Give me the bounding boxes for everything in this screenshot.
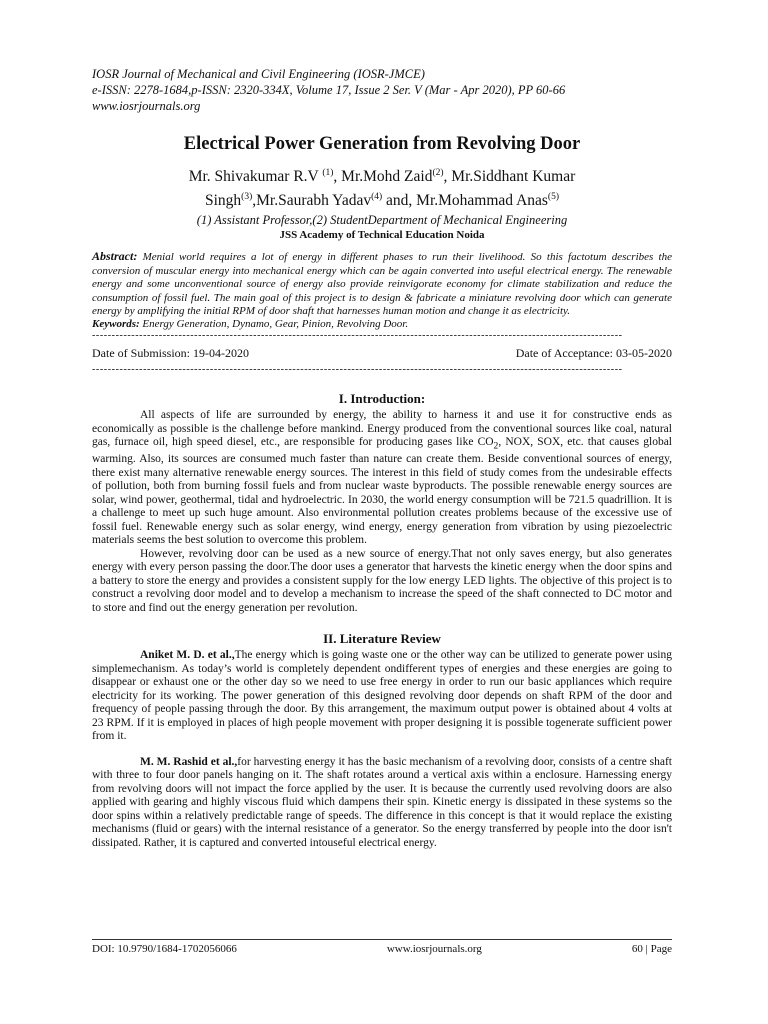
keywords-label: Keywords: — [92, 318, 140, 331]
literature-paragraph-1 — [92, 649, 672, 744]
intro-paragraph-1 — [92, 409, 672, 547]
lit-text-1: The energy which is going waste one or the other way can be utilized to generate power using simplemechanism. As today’s world is completely dependent ondifferent types of energies and these energies are going to disappear or exhaust one or the other day so we need to use free energy in order to run our basic appliances which require electricity for its working. The power generation of this designed revolving door depends on shaft RPM of the door and frequency of people passing through the door. By this arrangement, the maximum output power is obtained about 4 volts at 23 RPM. If it is employed in places of high people movement with proper designing it is possible togenerate sufficient power from it. — [92, 649, 673, 743]
author-5-ref: (5) — [547, 192, 559, 203]
author-3-ref: (3) — [241, 192, 253, 203]
footer-website[interactable]: www.iosrjournals.org — [386, 943, 482, 955]
intro-text-b: , NOX, SOX, etc. that causes global warming. Also, its sources are consumed much faster than nature can create them. Beside conventional sources of energy, there exist many alternative renewable energy sources. The interest in this field of study comes from the undesirable effects of pollution, both from burning fossil fuels and from nuclear waste byproducts. The possible renewable energy sources are solar, wind power, geothermal, tidal and hydroelectric. In 2030, the world energy consumption will be 721.5 quadrillion. It is a challenge to meet up such huge amount. Also environmental pollution creates problems because of the excessive use of fossil fuel. Renewable energy such as solar energy, wind energy, energy generation from vibration by using piezoelectric materials seems the best solution to overcome this problem. — [92, 436, 672, 547]
affiliation: (1) Assistant Professor,(2) StudentDepartment of Mechanical Engineering — [196, 213, 568, 228]
footer-rule — [92, 939, 672, 940]
lit-text-2: for harvesting energy it has the basic mechanism of a revolving door, consists of a centre shaft with three to four door panels hanging on it. The shaft rotates around a vertical axis within a enclosure. Harnessing energy from revolving doors will not impact the force applied by the user. It is because the currently used revolving doors are also applied with gearing and highly viscous fluid which dampens their spin. Kinetic energy is dissipated in these systems so the door spins within a relatively predictable range of speeds. The difference in this concept is that it would replace the existing mechanisms (fluid or gears) with the internal resistance of a generator. So the energy transferred by people into the door isn't dissipated. Rather, it is captured and converted intouseful electrical energy. — [92, 755, 672, 849]
authors-line-1 — [92, 163, 672, 187]
author-1: Mr. Shivakumar R.V — [188, 168, 323, 186]
abstract-label: Abstract: — [92, 249, 138, 264]
footer-row — [92, 943, 672, 955]
author-3-cont: Singh — [204, 192, 242, 210]
abstract — [92, 250, 672, 318]
author-4-ref: (4) — [371, 192, 383, 203]
lit-author-1: Aniket M. D. et al., — [140, 649, 235, 662]
separator-top: --------------------------------------------------------------------------------------------------------------------------------------- — [92, 331, 623, 342]
acceptance-date: Date of Acceptance: 03-05-2020 — [515, 346, 672, 361]
intro-heading: I. Introduction: — [338, 391, 426, 407]
lit-author-2: M. M. Rashid et al., — [140, 755, 238, 768]
author-1-ref: (1) — [322, 168, 334, 178]
author-5: and, Mr.Mohammad Anas — [382, 192, 548, 210]
journal-issn: e-ISSN: 2278-1684,p-ISSN: 2320-334X, Volume 17, Issue 2 Ser. V (Mar - Apr 2020), PP 60-66 — [92, 83, 566, 97]
institution: JSS Academy of Technical Education Noida — [279, 229, 485, 242]
literature-heading: II. Literature Review — [323, 631, 441, 647]
author-2-ref: (2) — [432, 168, 444, 178]
literature-paragraph-2 — [92, 756, 672, 851]
paper-page — [92, 66, 672, 850]
authors-line-2 — [92, 187, 672, 211]
footer-page-number: 60 | Page — [631, 943, 672, 955]
author-3: , Mr.Siddhant Kumar — [443, 168, 576, 186]
keywords-text: Energy Generation, Dynamo, Gear, Pinion, Revolving Door. — [139, 318, 409, 331]
intro-text-a: All aspects of life are surrounded by energy, the ability to harness it and use it for constructive ends as economically as possible is the challenge before mankind. Energy produced from the conventional sources like coal, natural gas, furnace oil, high speed diesel, etc., are responsible for producing gases like CO — [92, 409, 672, 449]
keywords — [92, 318, 672, 331]
author-2: , Mr.Mohd Zaid — [333, 168, 433, 186]
paper-title: Electrical Power Generation from Revolving Door — [183, 134, 581, 154]
page-footer — [92, 939, 672, 955]
journal-website[interactable]: www.iosrjournals.org — [92, 99, 201, 113]
footer-doi[interactable]: DOI: 10.9790/1684-1702056066 — [92, 943, 237, 955]
journal-header — [92, 66, 672, 114]
co2-subscript: 2 — [493, 440, 499, 452]
journal-name: IOSR Journal of Mechanical and Civil Engineering (IOSR-JMCE) — [92, 67, 425, 81]
paragraph-gap — [92, 744, 672, 756]
intro-paragraph-2: However, revolving door can be used as a new source of energy.That not only saves energy, but also generates energy with every person passing the door.The door uses a generator that harvests the kinetic energy when the door spins and a battery to store the energy and provides a consistent supply for the low energy LED lights. The objective of this project is to construct a revolving door model and to develop a mechanism to increase the speed of the shaft connected to DC motor and to store and find out the energy generation per revolution. — [92, 547, 672, 614]
abstract-text: Menial world requires a lot of energy in different phases to run their livelihood. So this factotum describes the conversion of muscular energy into mechanical energy which can be again converted into useful electrical energy. The renewable energy and some unconventional source of energy also provide reinvigorate economy for climate stabilization and reduce the consumption of fossil fuel. The main goal of this project is to design & fabricate a miniature revolving door which can generate energy by amplifying the initial RPM of door shaft that harnesses human motion and change it as electricity. — [92, 251, 672, 317]
author-4: ,Mr.Saurabh Yadav — [252, 192, 372, 210]
authors — [92, 163, 672, 211]
separator-bottom: --------------------------------------------------------------------------------------------------------------------------------------- — [92, 365, 623, 376]
dates-row — [92, 345, 672, 361]
submission-date: Date of Submission: 19-04-2020 — [92, 346, 249, 361]
